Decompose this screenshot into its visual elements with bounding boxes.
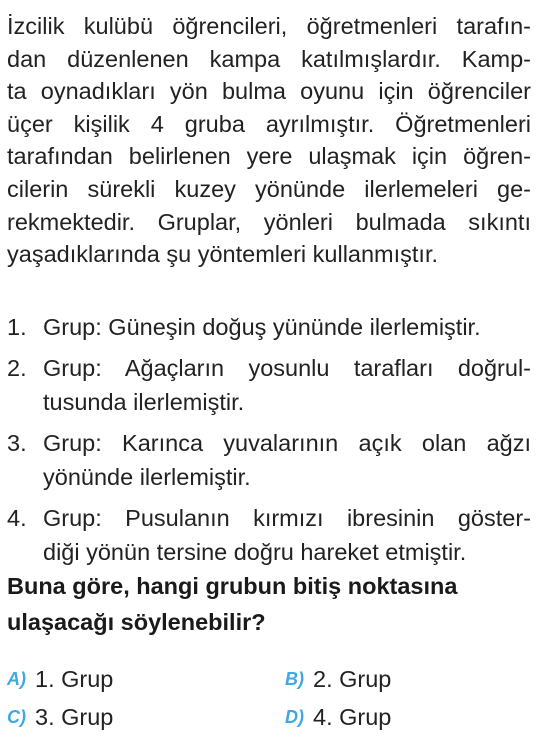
item-text: Grup: Karınca yuvalarının açık olan ağzı <box>43 429 531 456</box>
item-number: 4. <box>7 504 27 531</box>
choice-text: 2. Grup <box>313 666 392 692</box>
list-item <box>7 310 531 345</box>
item-text: Grup: Pusulanın kırmızı ibresinin göster- <box>43 504 531 531</box>
choice-letter: A) <box>7 669 26 689</box>
choice-letter: B) <box>285 669 304 689</box>
stem-line: tarafından belirlenen yere ulaşmak için öğren- <box>7 143 531 170</box>
question-stem <box>7 10 531 271</box>
choice-text: 4. Grup <box>313 704 392 730</box>
item-text: Grup: Güneşin doğuş yününde ilerlemiştir. <box>43 314 481 340</box>
choice-text: 3. Grup <box>35 704 114 730</box>
choice-b[interactable] <box>285 660 391 698</box>
stem-line: rekmektedir. Gruplar, yönleri bulmada sıkıntı <box>7 208 531 235</box>
stem-line: yaşadıklarında şu yöntemleri kullanmıştır. <box>7 241 439 268</box>
item-number: 2. <box>7 354 27 381</box>
choice-d[interactable] <box>285 698 391 736</box>
item-text: tusunda ilerlemiştir. <box>43 389 245 415</box>
stem-line: ta oynadıkları yön bulma oyunu için öğrenciler <box>7 78 531 105</box>
choice-a[interactable] <box>7 660 113 698</box>
prompt-line: ulaşacağı söylenebilir? <box>7 609 266 635</box>
choice-letter: C) <box>7 707 26 727</box>
stem-line: üçer kişilik 4 gruba ayrılmıştır. Öğretmenleri <box>7 110 531 137</box>
stem-line: İzcilik kulübü öğrencileri, öğretmenleri tarafın- <box>7 13 531 39</box>
choice-c[interactable] <box>7 698 113 736</box>
stem-line: cilerin sürekli kuzey yönünde ilerlemeleri ge- <box>7 175 531 202</box>
group-method-list <box>7 310 531 576</box>
item-number: 1. <box>7 314 27 340</box>
item-text: Grup: Ağaçların yosunlu tarafları doğrul- <box>43 354 531 381</box>
choice-text: 1. Grup <box>35 666 114 692</box>
item-number: 3. <box>7 429 27 456</box>
question-prompt <box>7 568 531 640</box>
stem-line: dan düzenlenen kampa katılmışlardır. Kamp- <box>7 45 531 72</box>
prompt-line: Buna göre, hangi grubun bitiş noktasına <box>7 573 458 599</box>
item-text: diği yönün tersine doğru hareket etmiştir. <box>43 539 467 565</box>
list-item <box>7 501 531 570</box>
choice-letter: D) <box>285 707 304 727</box>
item-text: yönünde ilerlemiştir. <box>43 464 251 490</box>
list-item <box>7 351 531 420</box>
list-item <box>7 426 531 495</box>
